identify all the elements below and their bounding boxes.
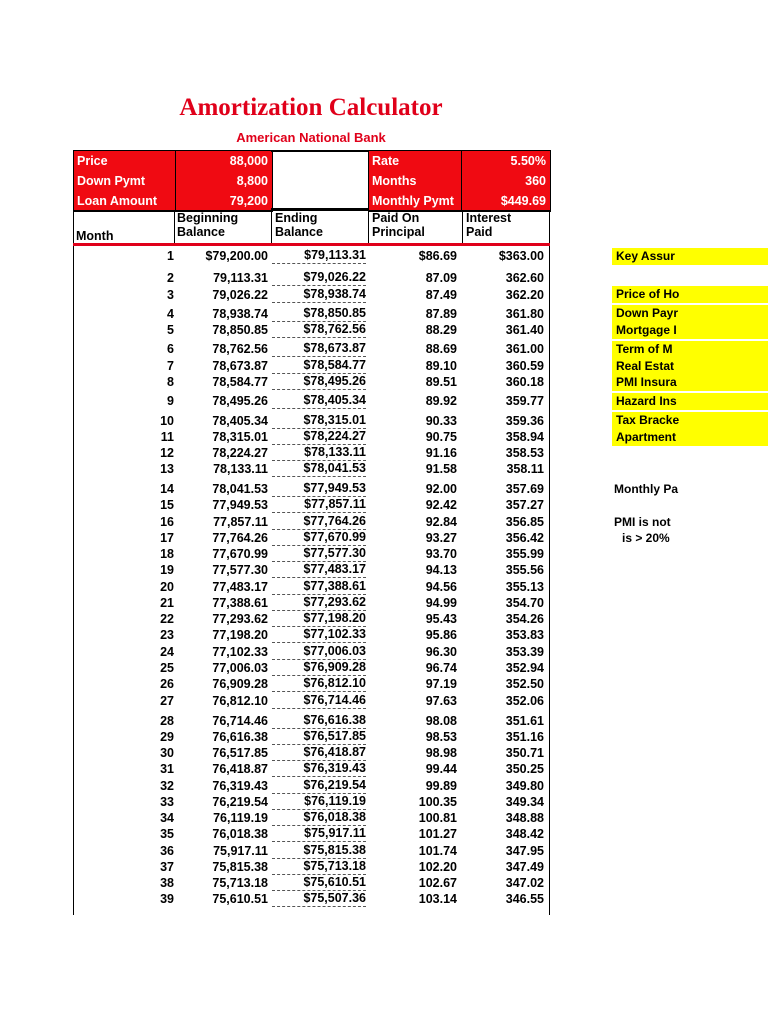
ending-balance-cell: $78,938.74 <box>272 287 366 303</box>
month-cell: 13 <box>160 462 174 476</box>
beginning-balance-cell: 76,418.87 <box>212 762 268 776</box>
ending-balance-cell: $75,507.36 <box>272 891 366 907</box>
beginning-balance-cell: 77,764.26 <box>212 531 268 545</box>
month-cell: 14 <box>160 482 174 496</box>
principal-cell: 89.51 <box>425 375 457 389</box>
beginning-balance-cell: 76,812.10 <box>212 694 268 708</box>
ending-balance-cell: $79,113.31 <box>272 248 366 264</box>
month-cell: 28 <box>160 714 174 728</box>
beginning-balance-cell: 77,949.53 <box>212 498 268 512</box>
table-row <box>73 287 550 304</box>
beginning-balance-cell: 77,006.03 <box>212 661 268 675</box>
loan-summary-right <box>368 150 551 212</box>
table-row <box>73 875 550 892</box>
beginning-balance-cell: 78,584.77 <box>212 375 268 389</box>
ending-balance-cell: $76,418.87 <box>272 745 366 761</box>
interest-cell: 350.71 <box>505 746 544 760</box>
interest-cell: 348.42 <box>505 827 544 841</box>
assumption-item: Real Estat <box>612 358 768 375</box>
month-cell: 2 <box>167 271 174 285</box>
beginning-balance-cell: 78,133.11 <box>213 462 268 476</box>
ending-balance-cell: $78,850.85 <box>272 306 366 322</box>
principal-cell: 90.33 <box>425 414 457 428</box>
beginning-balance-cell: 75,610.51 <box>212 892 268 906</box>
beginning-balance-cell: 78,495.26 <box>212 394 268 408</box>
table-row <box>73 810 550 827</box>
interest-cell: 353.83 <box>505 628 544 642</box>
beginning-balance-cell: 76,219.54 <box>212 795 268 809</box>
principal-cell: 91.16 <box>425 446 457 460</box>
page-title: Amortization Calculator <box>179 94 443 121</box>
beginning-balance-cell: 77,293.62 <box>212 612 268 626</box>
table-row <box>73 413 550 430</box>
header-ending-balance: Ending Balance <box>275 211 323 239</box>
ending-balance-cell: $78,405.34 <box>272 393 366 409</box>
interest-cell: 352.94 <box>505 661 544 675</box>
month-cell: 12 <box>160 446 174 460</box>
interest-cell: 360.18 <box>505 375 544 389</box>
table-row <box>73 530 550 547</box>
ending-balance-cell: $78,584.77 <box>272 358 366 374</box>
principal-cell: 92.84 <box>425 515 457 529</box>
beginning-balance-cell: 76,909.28 <box>212 677 268 691</box>
beginning-balance-cell: 78,041.53 <box>212 482 268 496</box>
ending-balance-cell: $77,198.20 <box>272 611 366 627</box>
beginning-balance-cell: 76,517.85 <box>212 746 268 760</box>
table-row <box>73 248 550 265</box>
ending-balance-cell: $76,219.54 <box>272 778 366 794</box>
table-row <box>73 374 550 391</box>
ending-balance-cell: $76,616.38 <box>272 713 366 729</box>
bank-name: American National Bank <box>236 130 386 145</box>
month-cell: 3 <box>167 288 174 302</box>
assumption-item: PMI Insura <box>612 374 768 391</box>
interest-cell: 362.20 <box>505 288 544 302</box>
ending-balance-cell: $77,857.11 <box>272 497 366 513</box>
principal-cell: 95.43 <box>425 612 457 626</box>
ending-balance-cell: $75,713.18 <box>272 859 366 875</box>
beginning-balance-cell: 78,762.56 <box>212 342 268 356</box>
month-cell: 32 <box>160 779 174 793</box>
principal-cell: 96.74 <box>425 661 457 675</box>
month-cell: 1 <box>167 249 174 263</box>
interest-cell: 349.34 <box>505 795 544 809</box>
month-cell: 31 <box>160 762 174 776</box>
interest-cell: 361.00 <box>505 342 544 356</box>
beginning-balance-cell: 76,018.38 <box>212 827 268 841</box>
month-cell: 6 <box>167 342 174 356</box>
month-cell: 19 <box>160 563 174 577</box>
table-row <box>73 546 550 563</box>
principal-cell: 87.89 <box>425 307 457 321</box>
ending-balance-cell: $76,909.28 <box>272 660 366 676</box>
interest-cell: 352.06 <box>505 694 544 708</box>
ending-balance-cell: $76,714.46 <box>272 693 366 709</box>
month-cell: 36 <box>160 844 174 858</box>
assumption-item: Mortgage I <box>612 322 768 339</box>
ending-balance-cell: $78,315.01 <box>272 413 366 429</box>
principal-cell: 95.86 <box>425 628 457 642</box>
beginning-balance-cell: 77,577.30 <box>212 563 268 577</box>
interest-cell: 361.80 <box>505 307 544 321</box>
table-row <box>73 729 550 746</box>
principal-cell: 91.58 <box>425 462 457 476</box>
month-cell: 34 <box>160 811 174 825</box>
ending-balance-cell: $77,388.61 <box>272 579 366 595</box>
interest-cell: 355.99 <box>505 547 544 561</box>
month-cell: 27 <box>160 694 174 708</box>
month-cell: 21 <box>160 596 174 610</box>
interest-cell: 347.49 <box>505 860 544 874</box>
interest-cell: 362.60 <box>505 271 544 285</box>
table-row <box>73 393 550 410</box>
month-cell: 26 <box>160 677 174 691</box>
ending-balance-cell: $77,102.33 <box>272 627 366 643</box>
ending-balance-cell: $78,224.27 <box>272 429 366 445</box>
principal-cell: 94.56 <box>425 580 457 594</box>
header-paid-on-principal: Paid On Principal <box>372 211 425 239</box>
ending-balance-cell: $76,812.10 <box>272 676 366 692</box>
header-month: Month <box>76 229 114 243</box>
assumption-item: Term of M <box>612 341 768 358</box>
ending-balance-cell: $77,949.53 <box>272 481 366 497</box>
beginning-balance-cell: 77,857.11 <box>213 515 268 529</box>
principal-cell: 93.27 <box>425 531 457 545</box>
ending-balance-cell: $76,319.43 <box>272 761 366 777</box>
month-cell: 15 <box>160 498 174 512</box>
table-row <box>73 306 550 323</box>
month-cell: 4 <box>167 307 174 321</box>
ending-balance-cell: $78,762.56 <box>272 322 366 338</box>
month-cell: 33 <box>160 795 174 809</box>
table-row <box>73 514 550 531</box>
months-value: 360 <box>525 174 546 188</box>
interest-cell: 351.16 <box>505 730 544 744</box>
beginning-balance-cell: $79,200.00 <box>205 249 268 263</box>
assumption-item: Price of Ho <box>612 286 768 303</box>
header-divider <box>174 210 175 246</box>
month-cell: 25 <box>160 661 174 675</box>
beginning-balance-cell: 76,616.38 <box>212 730 268 744</box>
ending-balance-cell: $77,293.62 <box>272 595 366 611</box>
interest-cell: 353.39 <box>505 645 544 659</box>
table-row <box>73 461 550 478</box>
table-row <box>73 562 550 579</box>
ending-balance-cell: $78,133.11 <box>272 445 366 461</box>
ending-balance-cell: $75,815.38 <box>272 843 366 859</box>
pmi-note-line1: PMI is not <box>614 515 671 529</box>
table-row <box>73 761 550 778</box>
table-row <box>73 611 550 628</box>
principal-cell: 92.42 <box>425 498 457 512</box>
interest-cell: 349.80 <box>505 779 544 793</box>
rate-label: Rate <box>372 154 400 168</box>
beginning-balance-cell: 79,113.31 <box>213 271 268 285</box>
interest-cell: 351.61 <box>505 714 544 728</box>
table-row <box>73 358 550 375</box>
interest-cell: 350.25 <box>505 762 544 776</box>
beginning-balance-cell: 78,405.34 <box>212 414 268 428</box>
key-assumptions-heading: Key Assur <box>612 248 768 265</box>
beginning-balance-cell: 78,224.27 <box>212 446 268 460</box>
principal-cell: 92.00 <box>425 482 457 496</box>
ending-balance-cell: $78,495.26 <box>272 374 366 390</box>
ending-balance-cell: $78,673.87 <box>272 341 366 357</box>
table-row <box>73 429 550 446</box>
principal-cell: 88.29 <box>425 323 457 337</box>
ending-balance-cell: $75,610.51 <box>272 875 366 891</box>
table-row <box>73 745 550 762</box>
interest-cell: 348.88 <box>505 811 544 825</box>
month-cell: 24 <box>160 645 174 659</box>
month-cell: 22 <box>160 612 174 626</box>
principal-cell: 94.13 <box>425 563 457 577</box>
principal-cell: 97.63 <box>425 694 457 708</box>
ending-balance-cell: $77,764.26 <box>272 514 366 530</box>
beginning-balance-cell: 78,850.85 <box>212 323 268 337</box>
assumption-item: Tax Bracke <box>612 412 768 429</box>
price-label: Price <box>77 154 108 168</box>
principal-cell: 100.35 <box>418 795 457 809</box>
principal-cell: 98.08 <box>425 714 457 728</box>
principal-cell: 97.19 <box>425 677 457 691</box>
month-cell: 39 <box>160 892 174 906</box>
table-row <box>73 693 550 710</box>
month-cell: 8 <box>167 375 174 389</box>
beginning-balance-cell: 78,673.87 <box>212 359 268 373</box>
ending-balance-cell: $77,670.99 <box>272 530 366 546</box>
ending-balance-cell: $79,026.22 <box>272 270 366 286</box>
interest-cell: 358.94 <box>505 430 544 444</box>
month-cell: 16 <box>160 515 174 529</box>
table-row <box>73 579 550 596</box>
month-cell: 10 <box>160 414 174 428</box>
table-row <box>73 270 550 287</box>
month-cell: 11 <box>160 430 174 444</box>
principal-cell: 89.10 <box>425 359 457 373</box>
interest-cell: 358.53 <box>505 446 544 460</box>
ending-balance-cell: $77,483.17 <box>272 562 366 578</box>
interest-cell: 359.36 <box>505 414 544 428</box>
table-row <box>73 660 550 677</box>
header-interest-paid: Interest Paid <box>466 211 512 239</box>
loan-amount-value: 79,200 <box>229 194 268 208</box>
principal-cell: 90.75 <box>425 430 457 444</box>
monthly-payment-value: $449.69 <box>500 194 546 208</box>
ending-balance-cell: $75,917.11 <box>272 826 366 842</box>
price-value: 88,000 <box>229 154 268 168</box>
principal-cell: 89.92 <box>425 394 457 408</box>
table-row <box>73 713 550 730</box>
interest-cell: 355.56 <box>505 563 544 577</box>
interest-cell: 354.70 <box>505 596 544 610</box>
interest-cell: 352.50 <box>505 677 544 691</box>
assumption-item: Hazard Ins <box>612 393 768 410</box>
monthly-payment-note: Monthly Pa <box>614 482 679 496</box>
interest-cell: 357.27 <box>505 498 544 512</box>
table-row <box>73 676 550 693</box>
principal-cell: 88.69 <box>425 342 457 356</box>
month-cell: 7 <box>167 359 174 373</box>
principal-cell: 102.20 <box>418 860 457 874</box>
month-cell: 35 <box>160 827 174 841</box>
interest-cell: 359.77 <box>505 394 544 408</box>
monthly-payment-label: Monthly Pymt <box>372 194 454 208</box>
header-top-border <box>73 210 550 211</box>
table-row <box>73 644 550 661</box>
beginning-balance-cell: 76,319.43 <box>212 779 268 793</box>
table-row <box>73 794 550 811</box>
principal-cell: 87.09 <box>425 271 457 285</box>
beginning-balance-cell: 78,315.01 <box>212 430 268 444</box>
ending-balance-cell: $76,119.19 <box>272 794 366 810</box>
loan-summary-left <box>73 150 273 212</box>
beginning-balance-cell: 77,198.20 <box>212 628 268 642</box>
month-cell: 9 <box>167 394 174 408</box>
principal-cell: 99.44 <box>425 762 457 776</box>
assumption-item: Down Payr <box>612 305 768 322</box>
interest-cell: 358.11 <box>506 462 544 476</box>
interest-cell: $363.00 <box>498 249 544 263</box>
beginning-balance-cell: 77,670.99 <box>212 547 268 561</box>
table-row <box>73 322 550 339</box>
interest-cell: 360.59 <box>505 359 544 373</box>
table-row <box>73 595 550 612</box>
principal-cell: 101.74 <box>418 844 457 858</box>
table-row <box>73 843 550 860</box>
table-row <box>73 481 550 498</box>
interest-cell: 361.40 <box>505 323 544 337</box>
interest-cell: 354.26 <box>505 612 544 626</box>
table-row <box>73 445 550 462</box>
header-divider <box>271 210 272 246</box>
principal-cell: 100.81 <box>418 811 457 825</box>
interest-cell: 347.95 <box>505 844 544 858</box>
down-payment-value: 8,800 <box>236 174 268 188</box>
down-payment-label: Down Pymt <box>77 174 146 188</box>
month-cell: 30 <box>160 746 174 760</box>
interest-cell: 356.42 <box>505 531 544 545</box>
beginning-balance-cell: 77,102.33 <box>212 645 268 659</box>
beginning-balance-cell: 76,714.46 <box>212 714 268 728</box>
table-row <box>73 826 550 843</box>
month-cell: 5 <box>167 323 174 337</box>
interest-cell: 356.85 <box>505 515 544 529</box>
ending-balance-cell: $76,018.38 <box>272 810 366 826</box>
principal-cell: 98.98 <box>425 746 457 760</box>
table-row <box>73 891 550 908</box>
header-underline <box>73 243 550 246</box>
month-cell: 18 <box>160 547 174 561</box>
beginning-balance-cell: 75,815.38 <box>212 860 268 874</box>
principal-cell: 94.99 <box>425 596 457 610</box>
beginning-balance-cell: 79,026.22 <box>212 288 268 302</box>
assumption-item: Apartment <box>612 429 768 446</box>
beginning-balance-cell: 76,119.19 <box>213 811 268 825</box>
table-row <box>73 627 550 644</box>
header-divider <box>368 210 369 246</box>
principal-cell: 98.53 <box>425 730 457 744</box>
summary-blank-cell <box>271 150 368 210</box>
beginning-balance-cell: 75,917.11 <box>213 844 268 858</box>
month-cell: 17 <box>160 531 174 545</box>
interest-cell: 346.55 <box>505 892 544 906</box>
interest-cell: 357.69 <box>505 482 544 496</box>
month-cell: 23 <box>160 628 174 642</box>
interest-cell: 355.13 <box>505 580 544 594</box>
principal-cell: 93.70 <box>425 547 457 561</box>
beginning-balance-cell: 75,713.18 <box>212 876 268 890</box>
months-label: Months <box>372 174 417 188</box>
principal-cell: 99.89 <box>425 779 457 793</box>
principal-cell: 103.14 <box>418 892 457 906</box>
pmi-note-line2: is > 20% <box>622 531 670 545</box>
month-cell: 29 <box>160 730 174 744</box>
beginning-balance-cell: 78,938.74 <box>212 307 268 321</box>
table-row <box>73 778 550 795</box>
ending-balance-cell: $76,517.85 <box>272 729 366 745</box>
principal-cell: 101.27 <box>418 827 457 841</box>
header-beginning-balance: Beginning Balance <box>177 211 239 239</box>
principal-cell: 96.30 <box>425 645 457 659</box>
table-row <box>73 497 550 514</box>
beginning-balance-cell: 77,483.17 <box>212 580 268 594</box>
month-cell: 38 <box>160 876 174 890</box>
table-row <box>73 859 550 876</box>
header-divider <box>462 210 463 246</box>
interest-cell: 347.02 <box>505 876 544 890</box>
principal-cell: 87.49 <box>425 288 457 302</box>
loan-amount-label: Loan Amount <box>77 194 158 208</box>
principal-cell: 102.67 <box>418 876 457 890</box>
month-cell: 20 <box>160 580 174 594</box>
principal-cell: $86.69 <box>418 249 457 263</box>
rate-value: 5.50% <box>510 154 546 168</box>
month-cell: 37 <box>160 860 174 874</box>
ending-balance-cell: $77,577.30 <box>272 546 366 562</box>
table-row <box>73 341 550 358</box>
ending-balance-cell: $77,006.03 <box>272 644 366 660</box>
ending-balance-cell: $78,041.53 <box>272 461 366 477</box>
beginning-balance-cell: 77,388.61 <box>212 596 268 610</box>
